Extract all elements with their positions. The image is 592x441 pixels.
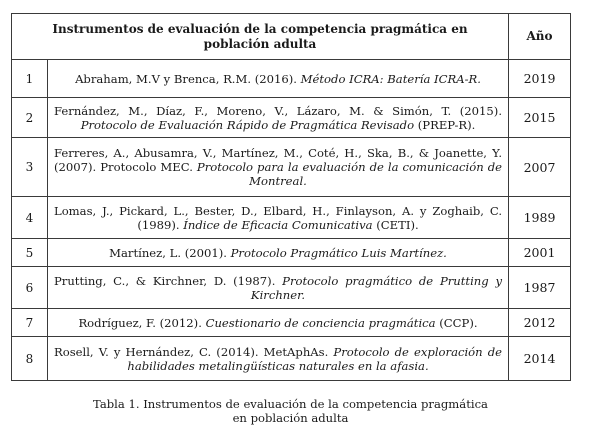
row-year: 1989 (509, 197, 571, 239)
reference-authors: Fernández, M., Díaz, F., Moreno, V., Lázaro, M. & Simón, T. (2015). (54, 103, 503, 118)
row-year: 2012 (509, 309, 571, 337)
table-caption (11, 397, 570, 425)
table-row (12, 309, 571, 337)
row-year: 2001 (509, 239, 571, 267)
reference-title: Cuestionario de conciencia pragmática (205, 315, 436, 330)
reference-authors: Rosell, V. y Hernández, C. (2014). MetAphAs. (54, 344, 334, 359)
row-year: 2015 (509, 98, 571, 138)
table-row (12, 337, 571, 381)
header-year: Año (509, 14, 571, 60)
header-instrument: Instrumentos de evaluación de la competencia pragmática en población adulta (12, 14, 509, 60)
instruments-table (11, 13, 571, 381)
row-year: 1987 (509, 267, 571, 309)
reference-authors: Abraham, M.V y Brenca, R.M. (2016). (75, 71, 301, 86)
table-header-row (12, 14, 571, 60)
caption-line-2: en población adulta (232, 411, 349, 425)
reference-suffix: (CETI). (372, 217, 419, 232)
reference-title: Protocolo Pragmático Luis Martínez. (230, 245, 447, 260)
row-number: 3 (12, 138, 48, 197)
reference-title: Protocolo de exploración de habilidades metalingüísticas naturales en la afasia. (127, 344, 503, 373)
reference-suffix: (CCP). (435, 315, 478, 330)
row-number: 6 (12, 267, 48, 309)
row-reference (48, 267, 509, 309)
row-reference (48, 337, 509, 381)
reference-authors: Prutting, C., & Kirchner, D. (1987). (54, 273, 283, 288)
table-row (12, 98, 571, 138)
row-number: 8 (12, 337, 48, 381)
row-number: 1 (12, 60, 48, 98)
row-reference (48, 98, 509, 138)
row-reference (48, 138, 509, 197)
row-year: 2019 (509, 60, 571, 98)
reference-title: Protocolo de Evaluación Rápido de Pragmática Revisado (80, 117, 415, 132)
row-number: 5 (12, 239, 48, 267)
reference-title: Protocolo pragmático de Prutting y Kirchner. (250, 273, 502, 302)
reference-authors: Rodríguez, F. (2012). (78, 315, 206, 330)
row-number: 4 (12, 197, 48, 239)
reference-suffix: (PREP-R). (414, 117, 476, 132)
table-row (12, 197, 571, 239)
row-reference (48, 239, 509, 267)
table-row (12, 138, 571, 197)
row-reference (48, 197, 509, 239)
reference-authors: Lomas, J., Pickard, L., Bester, D., Elbard, H., Finlayson, A. y Zoghaib, C. (1989). (54, 203, 503, 232)
reference-title: Método ICRA: Batería ICRA-R. (300, 71, 481, 86)
row-year: 2007 (509, 138, 571, 197)
table-row (12, 60, 571, 98)
row-reference (48, 60, 509, 98)
reference-authors: Martínez, L. (2001). (109, 245, 231, 260)
row-reference (48, 309, 509, 337)
row-year: 2014 (509, 337, 571, 381)
table-row (12, 267, 571, 309)
table-row (12, 239, 571, 267)
reference-title: Índice de Eficacia Comunicativa (183, 217, 373, 232)
reference-authors: Ferreres, A., Abusamra, V., Martínez, M., Coté, H., Ska, B., & Joanette, Y. (2007). Protocolo MEC. (54, 146, 503, 174)
row-number: 2 (12, 98, 48, 138)
row-number: 7 (12, 309, 48, 337)
caption-line-1: Tabla 1. Instrumentos de evaluación de la competencia pragmática (93, 397, 488, 411)
reference-title: Protocolo para la evaluación de la comunicación de Montreal. (196, 160, 503, 188)
